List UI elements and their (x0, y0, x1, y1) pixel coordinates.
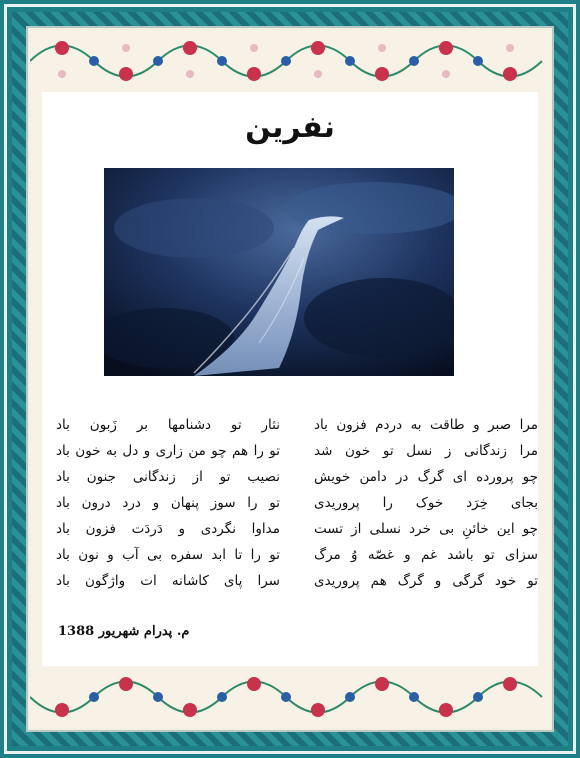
verse: نثار تو دشنامها بر زَبون باد (56, 417, 280, 433)
verse: مرا زندگانی ز نسل تو خون شد (314, 443, 538, 459)
verse: چو پرورده ای گرگ در دامن خویش (314, 469, 538, 485)
verse: سرا پای کاشانه ات واژگون باد (56, 573, 280, 589)
ghost-figure-painting-icon (104, 168, 454, 376)
floral-pattern-icon (30, 30, 550, 92)
poem-title: نفرین (245, 110, 335, 145)
verse: تو را سوز پنهان و درد درون باد (56, 495, 280, 511)
floral-pattern-icon (30, 666, 550, 728)
poem-painting (104, 168, 454, 376)
verse: چو این خائنِ بی خرد نسلی از تست (314, 521, 538, 537)
verse: تو خود گرگی و گرگ هم پروریدی (314, 573, 538, 589)
verse: مرا صبر و طاقت به دردم فزون باد (314, 417, 538, 433)
top-floral-ornament (30, 30, 550, 92)
verse: نصیب تو از زندگانی جنون باد (56, 469, 280, 485)
left-ornament-strip (30, 92, 42, 666)
poem-left-column (56, 412, 280, 594)
verse: سزای تو باشد غم و غصّه وُ مرگ (314, 547, 538, 563)
verse: تو را هم چو من زاری و دل به خون باد (56, 443, 280, 459)
verse: تو را تا ابد سفره بی آب و نون باد (56, 547, 280, 563)
verse: مداوا نگردی و دَردَت فزون باد (56, 521, 280, 537)
right-ornament-strip (538, 92, 550, 666)
verse: بجای خِرَد خوک را پروریدی (314, 495, 538, 511)
poem-signature: م. پدرام شهریور 1388 (58, 624, 190, 639)
poem-right-column (314, 412, 538, 594)
bottom-floral-ornament (30, 666, 550, 728)
poem-page (42, 92, 538, 666)
